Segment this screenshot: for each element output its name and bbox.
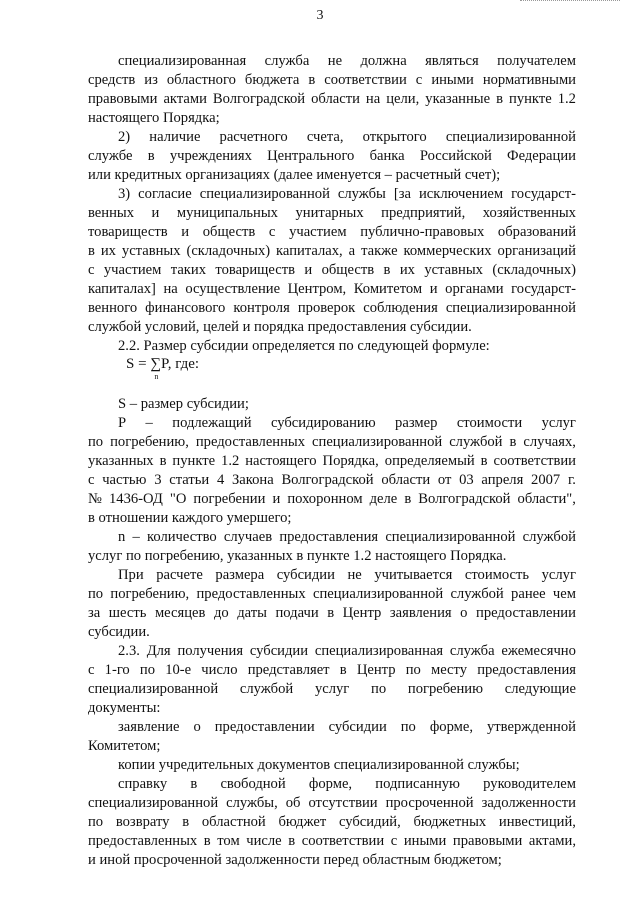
text-line: в отношении каждого умершего;: [88, 510, 292, 526]
text-line: службой условий, целей и порядка предоставления субсидии.: [88, 319, 472, 335]
word: в: [383, 262, 391, 278]
word: до: [213, 605, 229, 621]
word: 2007: [531, 472, 561, 488]
word: обществ: [202, 224, 256, 240]
word: с: [268, 224, 276, 240]
word: в: [159, 453, 167, 469]
word: венных: [88, 205, 135, 221]
formula-lhs: S =: [126, 356, 151, 372]
word: публично-правовых: [360, 224, 485, 240]
word: пункте: [509, 91, 552, 107]
word: погребении: [193, 491, 266, 507]
word: капиталах]: [88, 281, 156, 297]
word: субсидии: [249, 643, 309, 659]
text-line: [88, 813, 576, 832]
word: №: [88, 491, 102, 507]
word: (складочных): [186, 243, 271, 259]
word: и: [304, 262, 313, 278]
word: предоставлении: [214, 719, 315, 735]
text-line: 2.2. Размер субсидии определяется по следующей формуле:: [118, 338, 490, 354]
word: услуг: [314, 681, 350, 697]
word: уставных: [424, 262, 483, 278]
text-line: [88, 147, 576, 166]
word: их: [399, 262, 415, 278]
word: подписанную: [375, 776, 460, 792]
text-line: [88, 490, 576, 509]
word: подлежащий: [172, 415, 252, 431]
text-line: [88, 680, 576, 699]
word: (складочных): [492, 262, 576, 278]
word: Волгоградской: [418, 491, 511, 507]
word: не: [347, 567, 362, 583]
word: n: [118, 529, 126, 545]
word: участием: [289, 224, 347, 240]
word: –: [145, 415, 153, 431]
text-line: [88, 204, 576, 223]
word: бюджет: [278, 814, 327, 830]
word: ранее: [511, 586, 546, 602]
word: в: [88, 243, 95, 259]
word: специализированной: [312, 434, 443, 450]
word: специализированной: [88, 681, 219, 697]
word: Центром,: [287, 281, 347, 297]
word: проверок: [297, 300, 356, 316]
text-line: и иной просроченной задолженности перед областным бюджетом;: [88, 852, 502, 868]
word: г.: [567, 472, 576, 488]
word: Волгоградской: [212, 91, 306, 107]
word: Для: [146, 643, 171, 659]
text-line: услуг по погребению, указанных в пункте 1.2 настоящего Порядка.: [88, 548, 507, 564]
word: служба: [449, 643, 495, 659]
word: размер: [395, 415, 438, 431]
word: с: [415, 72, 423, 88]
word: погребению,: [110, 586, 190, 602]
formula-text: [126, 355, 200, 381]
word: пункте: [172, 453, 216, 469]
word: форме,: [308, 776, 353, 792]
word: субсидий,: [338, 814, 401, 830]
word: с: [390, 833, 398, 849]
word: следующие: [504, 681, 576, 697]
word: службы: [337, 186, 386, 202]
word: также: [361, 243, 398, 259]
word: количество: [147, 529, 217, 545]
word: от: [437, 472, 452, 488]
text-line: [88, 280, 576, 299]
word: предоставленных: [88, 833, 198, 849]
word: 1.2: [221, 453, 240, 469]
word: и: [181, 224, 190, 240]
word: должна: [360, 53, 407, 69]
word: заявление: [118, 719, 180, 735]
word: Волгоградской: [281, 472, 374, 488]
word: услуг: [541, 415, 576, 431]
text-line: [118, 718, 576, 737]
word: службе: [88, 148, 133, 164]
word: задолженности: [481, 795, 576, 811]
word: службы,: [226, 795, 278, 811]
word: в: [404, 491, 412, 507]
word: в: [509, 434, 517, 450]
word: предоставленных: [195, 434, 306, 450]
word: Центрального: [267, 148, 355, 164]
word: наличие: [149, 129, 201, 145]
word: службой: [239, 681, 294, 697]
word: специализированной: [385, 529, 516, 545]
word: бюджетных: [413, 814, 487, 830]
word: службой: [450, 586, 504, 602]
text-line: копии учредительных документов специализированной службы;: [118, 757, 520, 773]
text-line: [118, 128, 576, 147]
word: службой: [522, 529, 576, 545]
word: областной: [201, 814, 266, 830]
word: иными: [403, 833, 447, 849]
word: контроля: [233, 300, 290, 316]
word: статьи: [169, 472, 210, 488]
word: определяемый: [384, 453, 475, 469]
word: стоимость: [464, 567, 530, 583]
word: размера: [215, 567, 265, 583]
word: шесть: [108, 605, 147, 621]
text-line: [88, 794, 576, 813]
word: служба: [264, 53, 310, 69]
word: 3: [154, 472, 162, 488]
scan-edge-mark: [520, 0, 620, 4]
word: об: [285, 795, 301, 811]
word: представляет: [247, 662, 330, 678]
word: частью: [102, 472, 147, 488]
word: области",: [517, 491, 576, 507]
sum-subscript: n: [154, 372, 159, 381]
word: отсутствии: [308, 795, 378, 811]
text-line: [88, 90, 576, 109]
word: цели,: [386, 91, 420, 107]
word: учитывается: [374, 567, 453, 583]
word: руководителем: [483, 776, 576, 792]
word: правовыми: [88, 91, 158, 107]
word: Федерации: [507, 148, 576, 164]
word: справку: [118, 776, 168, 792]
word: по: [400, 719, 416, 735]
word: являться: [425, 53, 479, 69]
word: чем: [552, 586, 576, 602]
word: товариществ: [215, 262, 295, 278]
text-line: настоящего Порядка;: [88, 110, 220, 126]
word: средств: [88, 72, 136, 88]
word: соблюдения: [363, 300, 438, 316]
word: специализированной: [445, 129, 576, 145]
word: соответствии: [324, 72, 407, 88]
word: предоставлении: [476, 605, 576, 621]
word: финансового: [145, 300, 226, 316]
word: предоставленных: [196, 586, 306, 602]
word: 1.2: [557, 91, 576, 107]
text-line: [118, 185, 576, 204]
word: соответствии: [301, 833, 385, 849]
word: не: [327, 53, 343, 69]
word: на: [163, 281, 178, 297]
word: о: [193, 719, 201, 735]
word: расчете: [156, 567, 203, 583]
word: образований: [497, 224, 576, 240]
text-line: субсидии.: [88, 624, 150, 640]
word: специализированной: [88, 795, 219, 811]
word: "О: [169, 491, 187, 507]
text-line: [118, 414, 576, 433]
word: расчетного: [219, 129, 288, 145]
word: Порядка,: [322, 453, 379, 469]
word: указанных: [88, 453, 154, 469]
word: число: [201, 662, 238, 678]
word: по: [88, 814, 104, 830]
word: получателем: [497, 53, 576, 69]
word: специализированная: [118, 53, 247, 69]
word: коммерческих: [403, 243, 492, 259]
word: на: [365, 91, 381, 107]
word: просроченной: [385, 795, 474, 811]
word: деле: [369, 491, 398, 507]
word: в: [190, 776, 198, 792]
word: Центр: [342, 605, 382, 621]
word: специализированной: [312, 586, 444, 602]
word: случаев: [223, 529, 273, 545]
word: Центр: [356, 662, 396, 678]
text-line: [88, 661, 576, 680]
word: актами,: [528, 833, 576, 849]
word: государст-: [511, 186, 576, 202]
word: 4: [216, 472, 225, 488]
word: из: [144, 72, 158, 88]
word: обществ: [321, 262, 375, 278]
word: нормативными: [482, 72, 576, 88]
word: 3): [118, 186, 131, 202]
text-line: [88, 299, 576, 318]
word: по: [88, 586, 104, 602]
text-line: [88, 471, 576, 490]
word: и: [429, 281, 438, 297]
word: случаях,: [523, 434, 576, 450]
word: погребению: [407, 681, 484, 697]
text-line: [88, 585, 576, 604]
word: правовыми: [452, 833, 523, 849]
word: за: [88, 605, 101, 621]
word: в: [339, 662, 347, 678]
word: специализированной: [445, 300, 576, 316]
word: муниципальных: [176, 205, 278, 221]
word: в: [182, 814, 190, 830]
word: уставных: [121, 243, 181, 259]
word: заявления: [389, 605, 452, 621]
word: специализированная: [314, 643, 444, 659]
word: по: [405, 662, 421, 678]
word: по: [88, 434, 104, 450]
word: с: [88, 262, 95, 278]
word: венного: [88, 300, 138, 316]
text-line: [118, 775, 576, 794]
text-line: [88, 242, 576, 261]
word: специализированной: [199, 186, 330, 202]
word: открытого: [362, 129, 427, 145]
word: бюджета: [244, 72, 300, 88]
word: числе: [246, 833, 282, 849]
word: организаций: [497, 243, 576, 259]
word: инвестиций,: [498, 814, 576, 830]
word: их: [100, 243, 116, 259]
text-line: документы:: [88, 700, 161, 716]
text-line: [88, 433, 576, 452]
text-line: [88, 832, 576, 851]
word: ежемесячно: [501, 643, 576, 659]
word: счета,: [306, 129, 344, 145]
word: областного: [166, 72, 236, 88]
word: апреля: [481, 472, 524, 488]
word: 1-го: [104, 662, 130, 678]
word: в: [327, 605, 335, 621]
word: в: [308, 72, 316, 88]
word: и: [272, 491, 281, 507]
text-line: S – размер субсидии;: [118, 396, 249, 412]
word: субсидии: [328, 719, 387, 735]
text-line: [88, 452, 576, 471]
word: Российской: [419, 148, 492, 164]
word: услуг: [541, 567, 576, 583]
text-line: [118, 566, 576, 585]
word: даты: [237, 605, 267, 621]
word: государст-: [511, 281, 576, 297]
word: с: [88, 472, 95, 488]
word: субсидированию: [270, 415, 376, 431]
text-line: [88, 223, 576, 242]
word: в: [480, 453, 488, 469]
word: Комитетом: [353, 281, 423, 297]
word: стоимости: [456, 415, 523, 431]
word: похоронном: [287, 491, 363, 507]
word: [за: [393, 186, 411, 202]
text-line: [118, 52, 576, 71]
word: При: [118, 567, 144, 583]
word: подачи: [275, 605, 319, 621]
text-line: [118, 528, 576, 547]
word: месту: [430, 662, 468, 678]
word: получения: [177, 643, 244, 659]
word: по: [139, 662, 156, 678]
word: в: [496, 91, 503, 107]
formula-term: P, где:: [161, 356, 200, 372]
word: осуществление: [185, 281, 281, 297]
word: органами: [445, 281, 504, 297]
word: с: [88, 662, 95, 678]
word: унитарных: [295, 205, 364, 221]
text-line: [88, 71, 576, 90]
word: 10-е: [165, 662, 192, 678]
word: и: [151, 205, 160, 221]
word: области: [381, 472, 431, 488]
word: P: [118, 415, 127, 431]
word: в: [203, 833, 211, 849]
word: настоящего: [245, 453, 317, 469]
word: капиталах,: [276, 243, 343, 259]
word: службой: [449, 434, 503, 450]
sum-symbol: ∑ n: [150, 355, 161, 374]
word: о: [460, 605, 468, 621]
word: погребению,: [110, 434, 189, 450]
word: иными: [431, 72, 474, 88]
page-number: 3: [316, 8, 324, 23]
word: указанные: [425, 91, 491, 107]
word: предприятий,: [381, 205, 466, 221]
word: предоставления: [477, 662, 576, 678]
word: а: [348, 243, 356, 259]
word: учреждениях: [169, 148, 252, 164]
word: субсидии: [276, 567, 335, 583]
text-line: [118, 642, 576, 661]
word: в: [147, 148, 155, 164]
word: участием: [103, 262, 162, 278]
word: таких: [170, 262, 206, 278]
word: возврату: [115, 814, 170, 830]
word: свободной: [220, 776, 286, 792]
word: соответствии: [493, 453, 576, 469]
text-line: или кредитных организациях (далее именуется – расчетный счет);: [88, 167, 501, 183]
text-line: [88, 604, 576, 623]
text-line: Комитетом;: [88, 738, 161, 754]
word: форме,: [429, 719, 474, 735]
word: в: [288, 833, 296, 849]
word: месяцев: [154, 605, 206, 621]
word: предоставления: [279, 529, 379, 545]
word: по: [371, 681, 387, 697]
word: 1436-ОД: [108, 491, 163, 507]
word: банка: [369, 148, 405, 164]
word: согласие: [138, 186, 192, 202]
word: 03: [459, 472, 474, 488]
word: 2): [118, 129, 131, 145]
word: утвержденной: [486, 719, 576, 735]
word: Закона: [231, 472, 274, 488]
text-line: [88, 261, 576, 280]
word: области: [311, 91, 360, 107]
word: 2.3.: [118, 643, 140, 659]
word: том: [217, 833, 240, 849]
word: –: [132, 529, 140, 545]
word: товариществ: [88, 224, 168, 240]
word: исключением: [418, 186, 504, 202]
word: хозяйственных: [482, 205, 576, 221]
word: актами: [163, 91, 207, 107]
subsidy-formula: [88, 355, 576, 383]
